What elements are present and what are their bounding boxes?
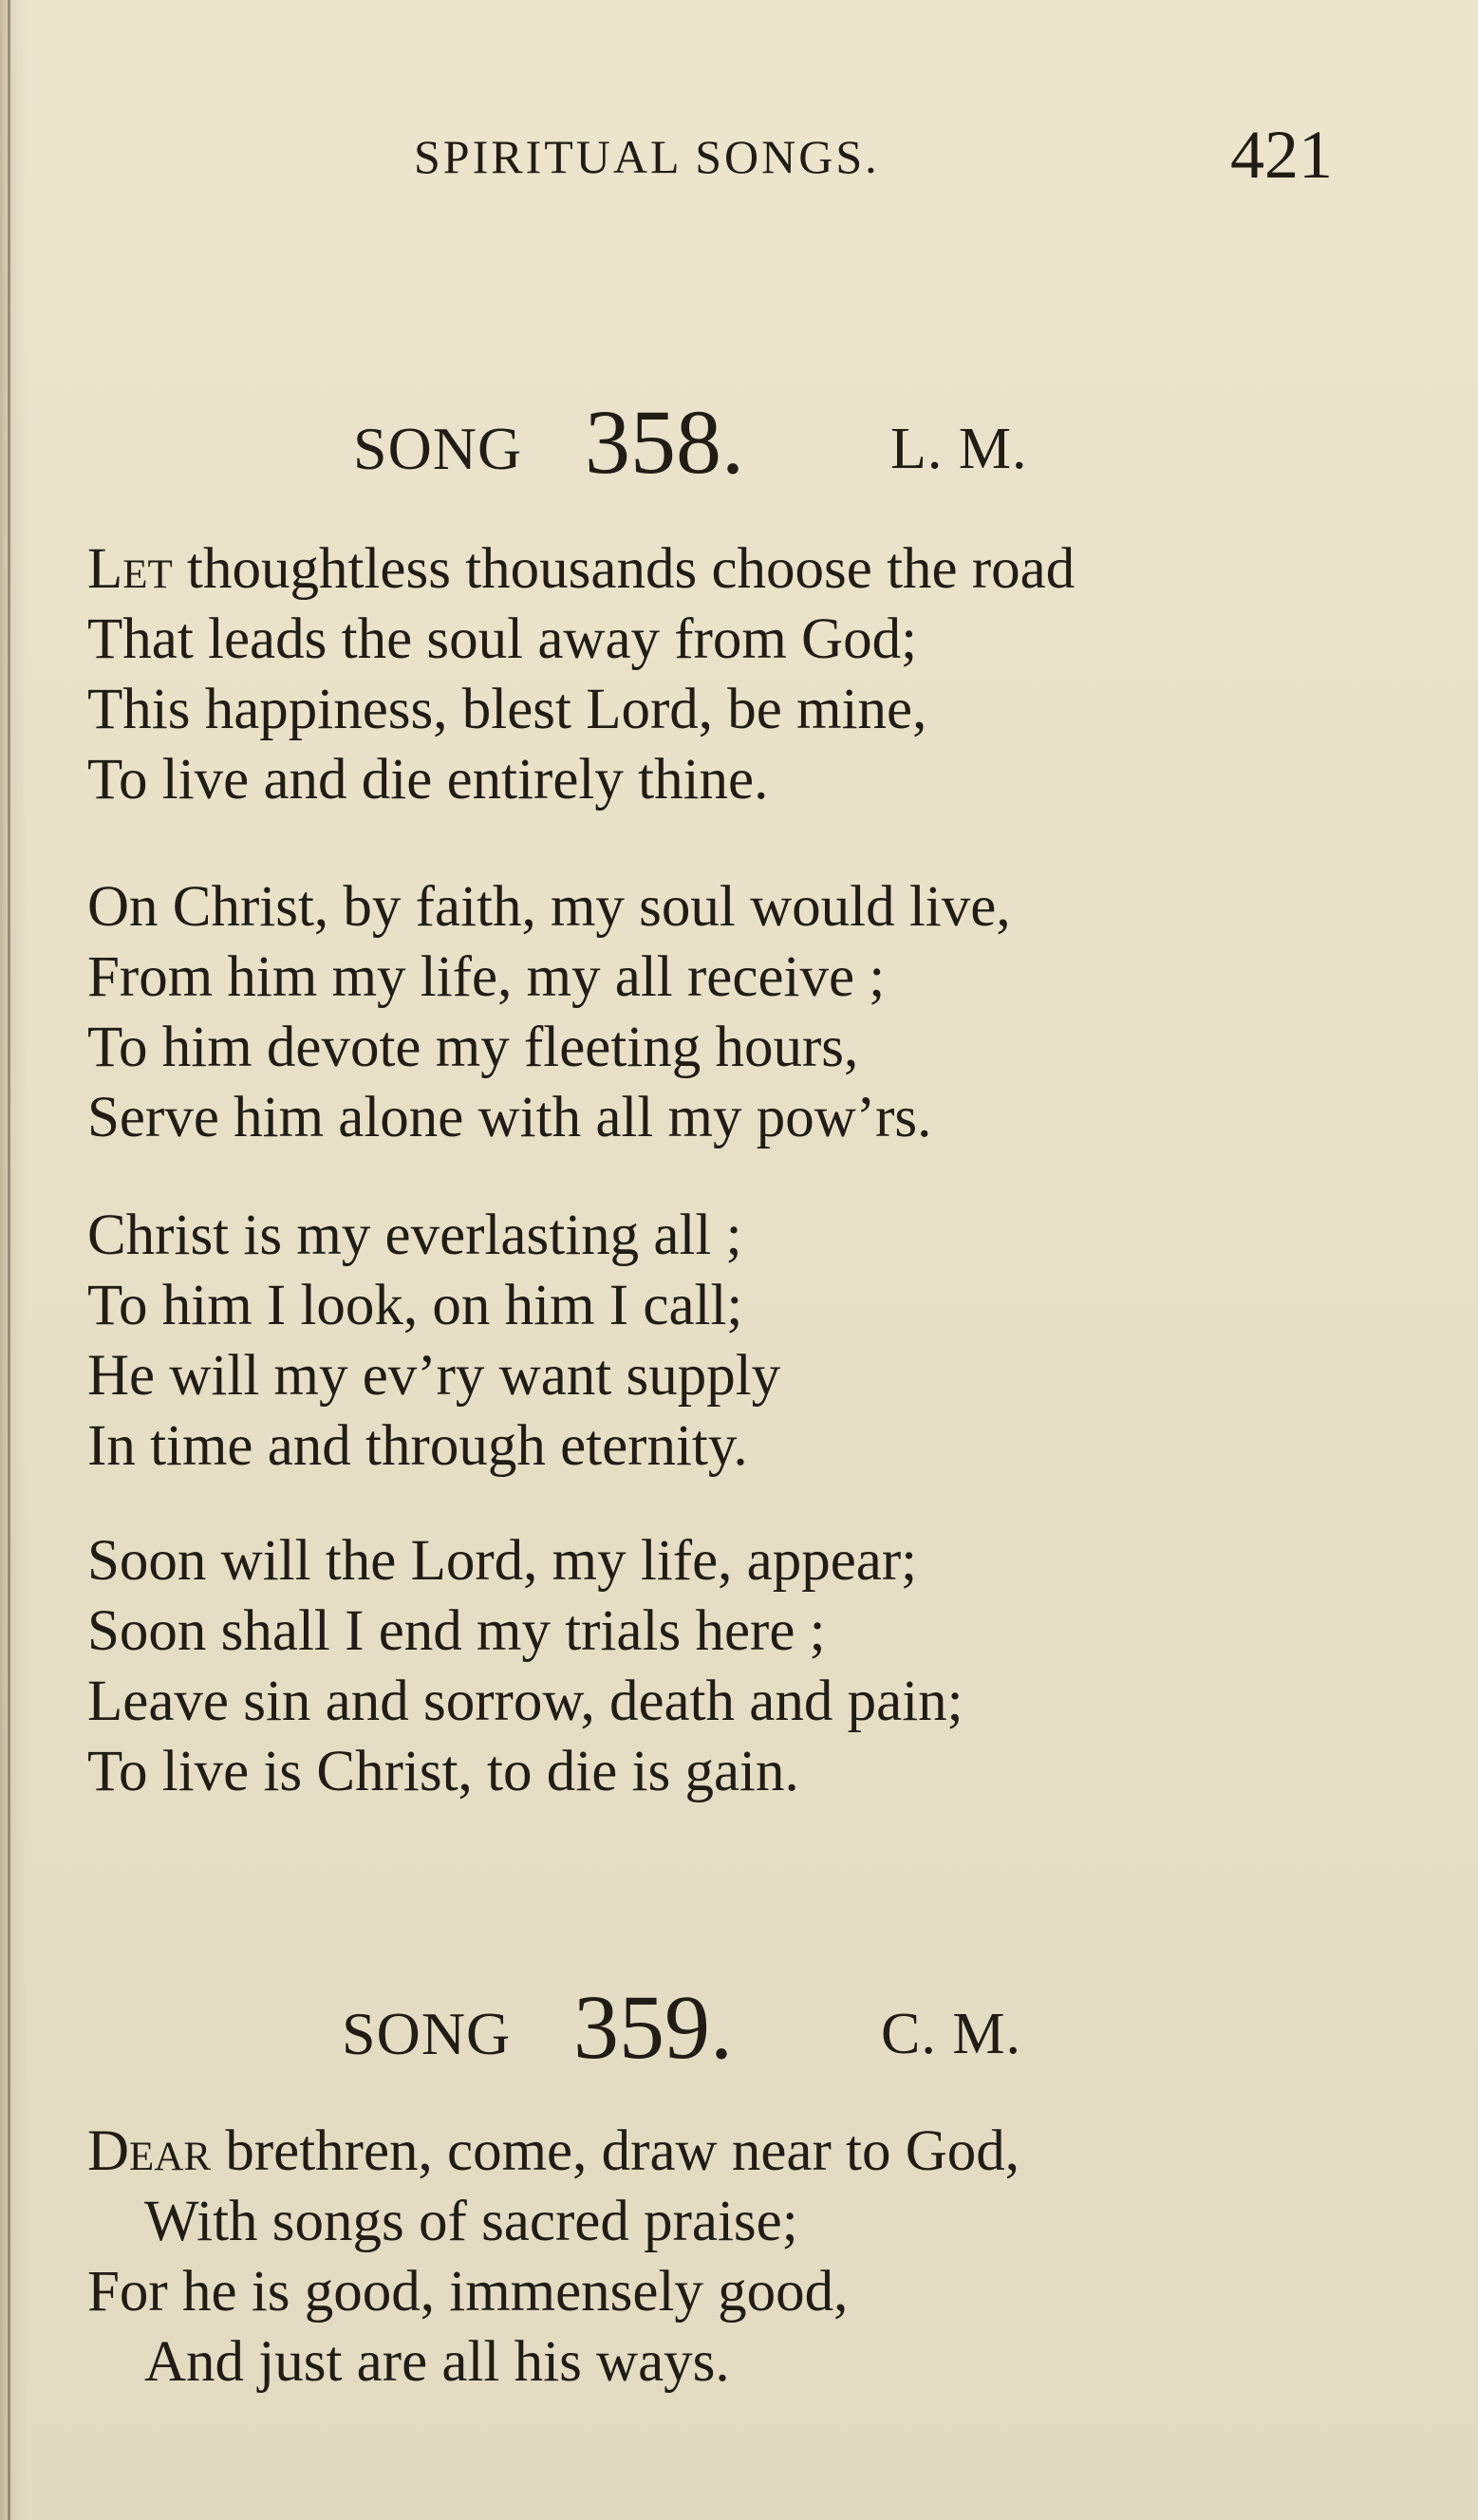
song-heading-359 — [0, 1974, 1478, 2079]
running-title: SPIRITUAL SONGS. — [414, 130, 880, 183]
verse-line: To live is Christ, to die is gain. — [87, 1740, 799, 1803]
verse-line: Let thoughtless thousands choose the road — [87, 537, 1076, 601]
song-number: 358. — [585, 391, 744, 493]
song-label: SONG — [342, 2000, 512, 2067]
verse-line: He will my ev’ry want supply — [87, 1344, 781, 1408]
verse-line: This happiness, blest Lord, be mine, — [87, 678, 927, 741]
running-head — [0, 117, 1478, 197]
stanza — [87, 534, 1454, 815]
song-heading-358 — [0, 389, 1478, 494]
verse-line: That leads the soul away from God; — [87, 607, 918, 671]
binding-edge — [8, 0, 10, 2520]
verse-line: To him devote my fleeting hours, — [87, 1016, 859, 1079]
verse-line: In time and through eternity. — [87, 1414, 748, 1478]
verse-line: To live and die entirely thine. — [87, 748, 769, 812]
verse-line: To him I look, on him I call; — [87, 1274, 743, 1337]
page-number: 421 — [1230, 117, 1333, 193]
stanza — [87, 872, 1454, 1153]
song-number: 359. — [573, 1976, 733, 2078]
verse-line: With songs of sacred praise; — [144, 2190, 798, 2253]
stanza — [87, 2117, 1454, 2398]
stanza — [87, 1201, 1454, 1482]
song-meter: L. M. — [890, 417, 1028, 481]
stanza — [87, 1526, 1454, 1807]
verse-line: Soon will the Lord, my life, appear; — [87, 1529, 918, 1593]
verse-line: Dear brethren, come, draw near to God, — [87, 2119, 1020, 2183]
verse-line: Leave sin and sorrow, death and pain; — [87, 1670, 964, 1733]
song-meter: C. M. — [881, 2002, 1021, 2066]
verse-line: And just are all his ways. — [144, 2330, 730, 2394]
verse-line: From him my life, my all receive ; — [87, 945, 886, 1009]
verse-line: On Christ, by faith, my soul would live, — [87, 875, 1011, 939]
stanza-first-word: Dear — [87, 2119, 212, 2183]
stanza-first-word: Let — [87, 537, 173, 601]
verse-line: For he is good, immensely good, — [87, 2260, 849, 2324]
song-label: SONG — [353, 415, 523, 482]
verse-line: Serve him alone with all my pow’rs. — [87, 1086, 932, 1149]
verse-line: Soon shall I end my trials here ; — [87, 1599, 826, 1663]
verse-line: Christ is my everlasting all ; — [87, 1204, 742, 1267]
